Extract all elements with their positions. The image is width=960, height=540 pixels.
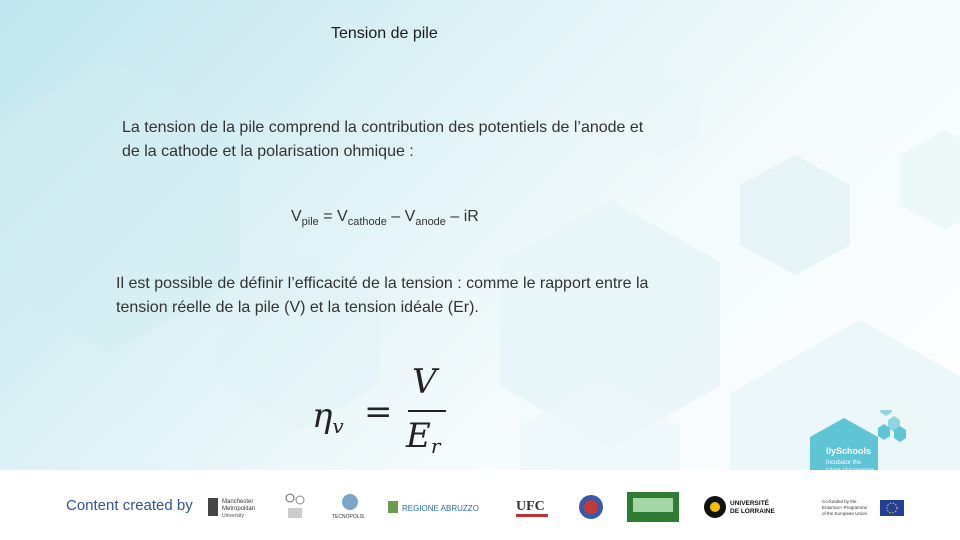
lorraine-text-1: UNIVERSITÉ bbox=[730, 500, 770, 507]
badge-name: IlySchools bbox=[826, 446, 872, 456]
ufc-text: UFC bbox=[516, 499, 545, 514]
equation-equals: = V bbox=[318, 208, 348, 225]
logo-circle-icon bbox=[286, 494, 294, 502]
logo-circle-icon bbox=[296, 496, 304, 504]
efficiency-formula bbox=[308, 360, 458, 460]
slide-title: Tension de pile bbox=[331, 25, 438, 42]
regione-emblem-icon bbox=[388, 501, 398, 513]
eu-text-3: of the European Union bbox=[822, 511, 868, 516]
eu-text-2: Erasmus+ Programme bbox=[822, 505, 868, 510]
formula-lhs-sub: v bbox=[332, 414, 344, 438]
shield-logo bbox=[577, 492, 605, 522]
partner-logo-dots bbox=[282, 490, 308, 522]
erasmus-eu-logo bbox=[822, 496, 906, 520]
paragraph-voltage-definition: La tension de la pile comprend la contribution des potentiels de l’anode et de la cathode et la polarisation ohmique : bbox=[122, 119, 644, 160]
green-building-logo bbox=[627, 492, 679, 522]
badge-tagline-1: Incubator the bbox=[826, 460, 862, 466]
equation-rest: – iR bbox=[445, 208, 479, 225]
building-window bbox=[633, 498, 673, 512]
lorraine-text-2: DE LORRAINE bbox=[730, 508, 775, 515]
manchester-met-logo bbox=[206, 492, 272, 522]
globe-icon bbox=[342, 494, 358, 510]
eu-text-1: Co-funded by the bbox=[822, 499, 857, 504]
badge-small-hex bbox=[880, 410, 892, 416]
lorraine-inner-icon bbox=[710, 502, 720, 512]
tecnopolis-text: TECNOPOLIS bbox=[332, 514, 365, 520]
manchester-text-3: University bbox=[222, 513, 244, 519]
content-credit: Content created by bbox=[66, 497, 193, 514]
formula-equals: = bbox=[364, 392, 393, 432]
manchester-text-1: Manchester bbox=[222, 499, 254, 505]
ufc-underline bbox=[516, 514, 548, 517]
manchester-text-2: Metropolitan bbox=[222, 506, 256, 512]
equation-sub-cathode: cathode bbox=[347, 216, 387, 228]
equation-v: V bbox=[291, 208, 302, 225]
regione-abruzzo-logo bbox=[388, 498, 488, 516]
universite-lorraine-logo bbox=[703, 492, 775, 522]
paragraph-efficiency: Il est possible de définir l’efficacité de la tension : comme le rapport entre la tension réelle de la pile (V) et la tension idéale (Er). bbox=[116, 275, 649, 316]
shield-inner-icon bbox=[584, 500, 598, 514]
ufc-logo bbox=[512, 490, 552, 522]
equation-sub-pile: pile bbox=[301, 216, 319, 228]
formula-denominator bbox=[406, 416, 440, 458]
voltage-equation bbox=[291, 208, 479, 228]
regione-text: REGIONE ABRUZZO bbox=[402, 504, 479, 513]
formula-den-e: E bbox=[406, 416, 431, 456]
equation-minus: – V bbox=[386, 208, 416, 225]
formula-den-sub: r bbox=[430, 434, 441, 458]
logo-block-icon bbox=[288, 508, 302, 518]
hexagon-shape bbox=[740, 155, 850, 275]
fraction-bar bbox=[408, 410, 446, 412]
equation-sub-anode: anode bbox=[415, 216, 446, 228]
formula-lhs bbox=[312, 396, 344, 438]
formula-eta: η bbox=[312, 396, 333, 436]
tecnopolis-logo bbox=[330, 490, 370, 522]
eu-flag-icon bbox=[880, 500, 904, 516]
manchester-emblem-icon bbox=[208, 498, 218, 516]
formula-numerator: V bbox=[412, 362, 437, 402]
hexagon-shape bbox=[900, 130, 960, 230]
